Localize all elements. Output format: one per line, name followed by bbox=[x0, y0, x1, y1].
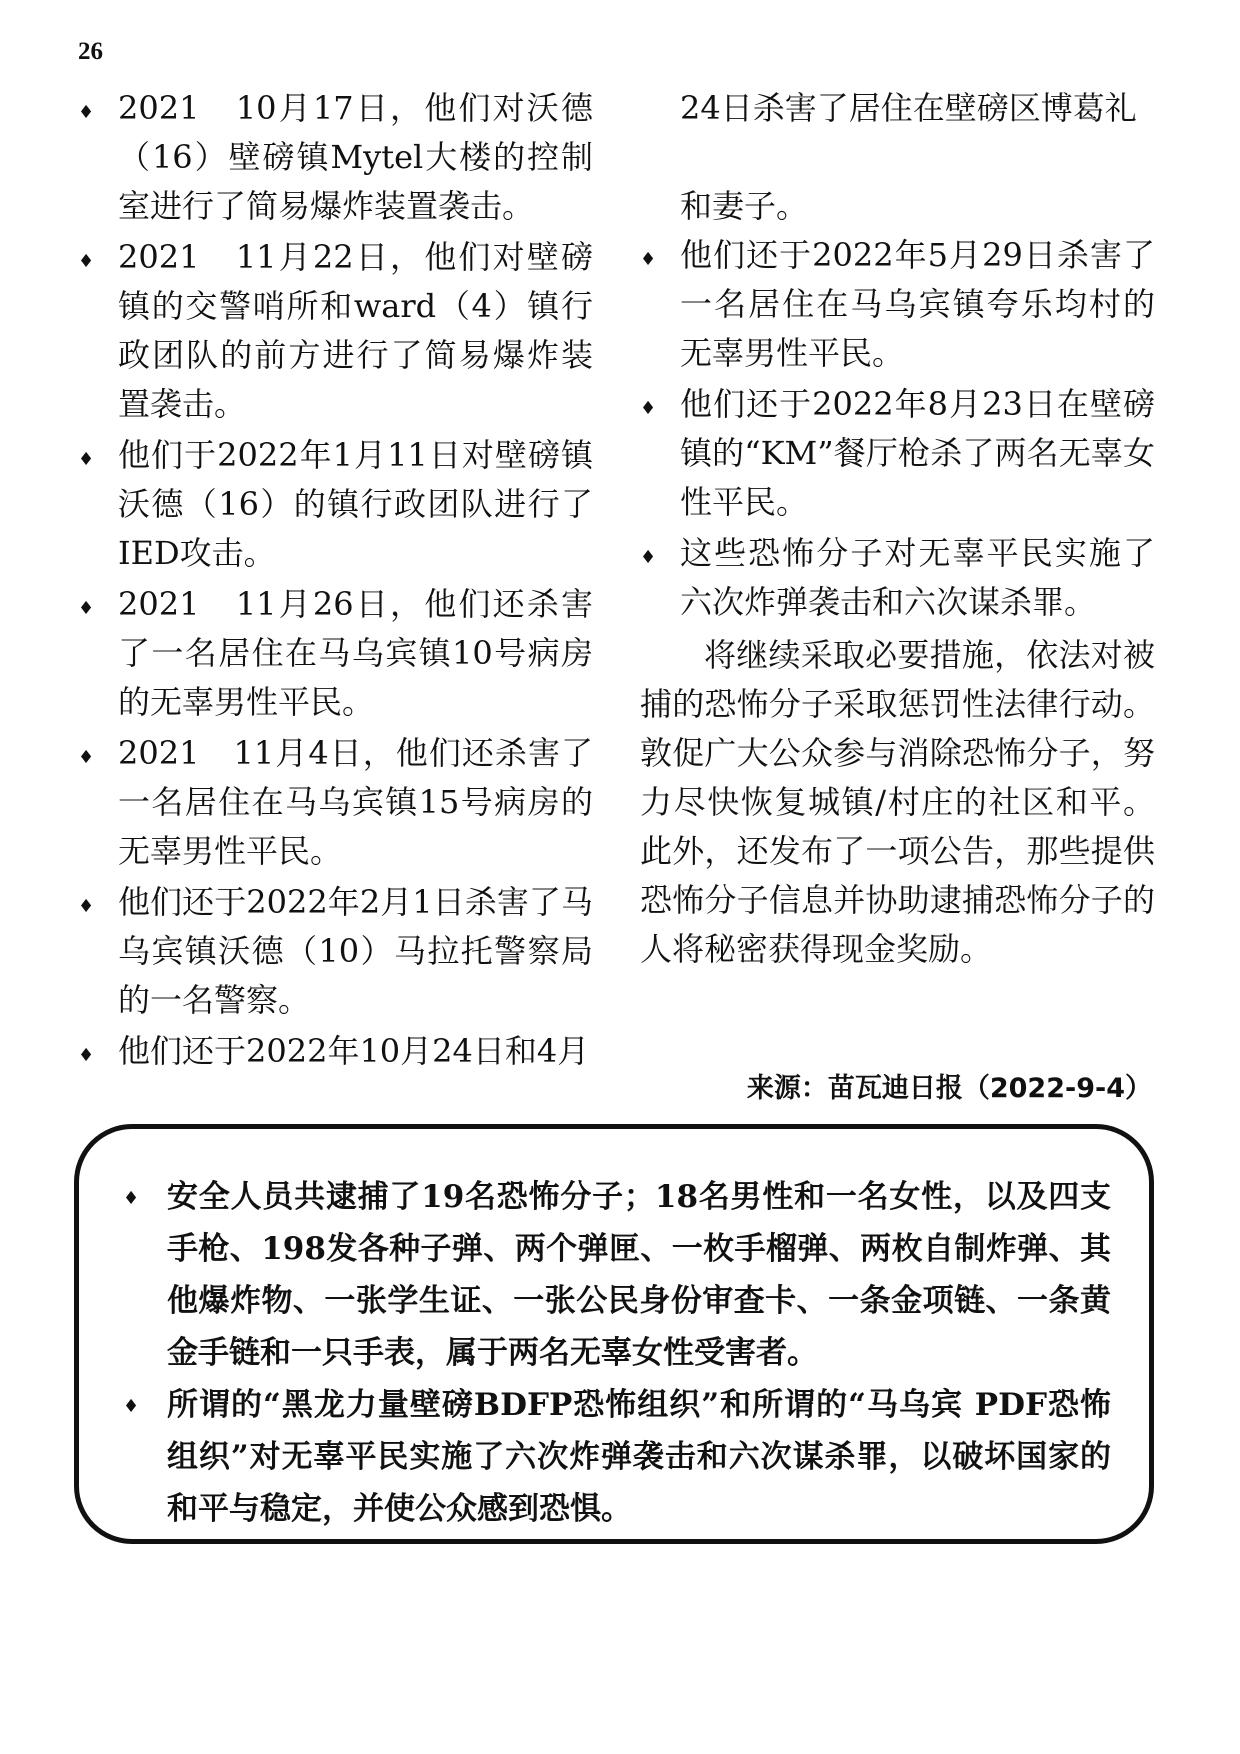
continued-text: 24日杀害了居住在壁磅区博葛礼 bbox=[680, 89, 1137, 127]
diamond-bullet-icon: ♦ bbox=[78, 896, 95, 917]
diamond-bullet-icon: ♦ bbox=[78, 747, 95, 768]
list-item bbox=[78, 729, 593, 876]
callout-list-item bbox=[109, 1379, 1111, 1535]
list-item bbox=[78, 431, 593, 578]
list-item-text: 他们还于2022年5月29日杀害了一名居住在马乌宾镇夸乐均村的无辜男性平民。 bbox=[680, 236, 1155, 372]
list-item-text: 他们还于2022年2月1日杀害了马乌宾镇沃德（10）马拉托警察局的一名警察。 bbox=[118, 883, 593, 1019]
diamond-bullet-icon: ♦ bbox=[78, 251, 95, 272]
list-item-text: 2021 10月17日，他们对沃德（16）壁磅镇Mytel大楼的控制室进行了简易爆炸装置袭击。 bbox=[118, 89, 593, 225]
diamond-bullet-icon: ♦ bbox=[78, 102, 95, 123]
body-paragraph: 将继续采取必要措施，依法对被捕的恐怖分子采取惩罚性法律行动。敦促广大公众参与消除恐怖分子，努力尽快恢复城镇/村庄的社区和平。此外，还发布了一项公告，那些提供恐怖分子信息并协助逮捕恐怖分子的人将秘密获得现金奖励。 bbox=[640, 636, 1155, 968]
continued-text: 和妻子。 bbox=[680, 187, 809, 225]
list-item bbox=[78, 1027, 593, 1076]
left-column bbox=[78, 84, 593, 1076]
diamond-bullet-icon: ♦ bbox=[78, 449, 95, 470]
list-item bbox=[640, 380, 1155, 527]
list-item bbox=[78, 84, 593, 231]
diamond-bullet-icon: ♦ bbox=[78, 598, 95, 619]
source-attribution: 来源：苗瓦迪日报（2022-9-4） bbox=[746, 1073, 1152, 1104]
list-item-text: 2021 11月22日，他们对壁磅镇的交警哨所和ward（4）镇行政团队的前方进行了简易爆炸装置袭击。 bbox=[118, 238, 593, 423]
callout-item-text: 所谓的“黑龙力量壁磅BDFP恐怖组织”和所谓的“马乌宾 PDF恐怖组织”对无辜平民实施了六次炸弹袭击和六次谋杀罪，以破坏国家的和平与稳定，并使公众感到恐惧。 bbox=[167, 1387, 1111, 1527]
list-item-text: 他们还于2022年10月24日和4月 bbox=[118, 1032, 590, 1070]
list-item bbox=[640, 231, 1155, 378]
page-number: 26 bbox=[78, 38, 103, 65]
diamond-bullet-icon: ♦ bbox=[640, 547, 657, 568]
list-item-text: 他们还于2022年8月23日在壁磅镇的“KM”餐厅枪杀了两名无辜女性平民。 bbox=[680, 385, 1155, 521]
diamond-bullet-icon: ♦ bbox=[640, 249, 657, 270]
list-item-text: 2021 11月26日，他们还杀害了一名居住在马乌宾镇10号病房的无辜男性平民。 bbox=[118, 585, 593, 721]
callout-item-text: 安全人员共逮捕了19名恐怖分子；18名男性和一名女性，以及四支手枪、198发各种子弹、两个弹匣、一枚手榴弹、两枚自制炸弹、其他爆炸物、一张学生证、一张公民身份审查卡、一条金项链、一条黄金手链和一只手表，属于两名无辜女性受害者。 bbox=[167, 1179, 1111, 1371]
diamond-bullet-icon: ♦ bbox=[78, 1045, 95, 1066]
list-item bbox=[640, 529, 1155, 627]
list-item bbox=[78, 233, 593, 429]
list-item-text: 2021 11月4日，他们还杀害了一名居住在马乌宾镇15号病房的无辜男性平民。 bbox=[118, 734, 593, 870]
summary-callout-box bbox=[74, 1124, 1154, 1544]
list-item bbox=[78, 580, 593, 727]
list-item-text: 他们于2022年1月11日对壁磅镇沃德（16）的镇行政团队进行了IED攻击。 bbox=[118, 436, 593, 572]
diamond-bullet-icon: ♦ bbox=[640, 398, 657, 419]
list-item bbox=[78, 878, 593, 1025]
list-item-text: 这些恐怖分子对无辜平民实施了六次炸弹袭击和六次谋杀罪。 bbox=[680, 534, 1155, 621]
right-column bbox=[640, 84, 1155, 974]
diamond-bullet-icon: ♦ bbox=[123, 1396, 140, 1417]
callout-list-item bbox=[109, 1171, 1111, 1379]
diamond-bullet-icon: ♦ bbox=[123, 1188, 140, 1209]
